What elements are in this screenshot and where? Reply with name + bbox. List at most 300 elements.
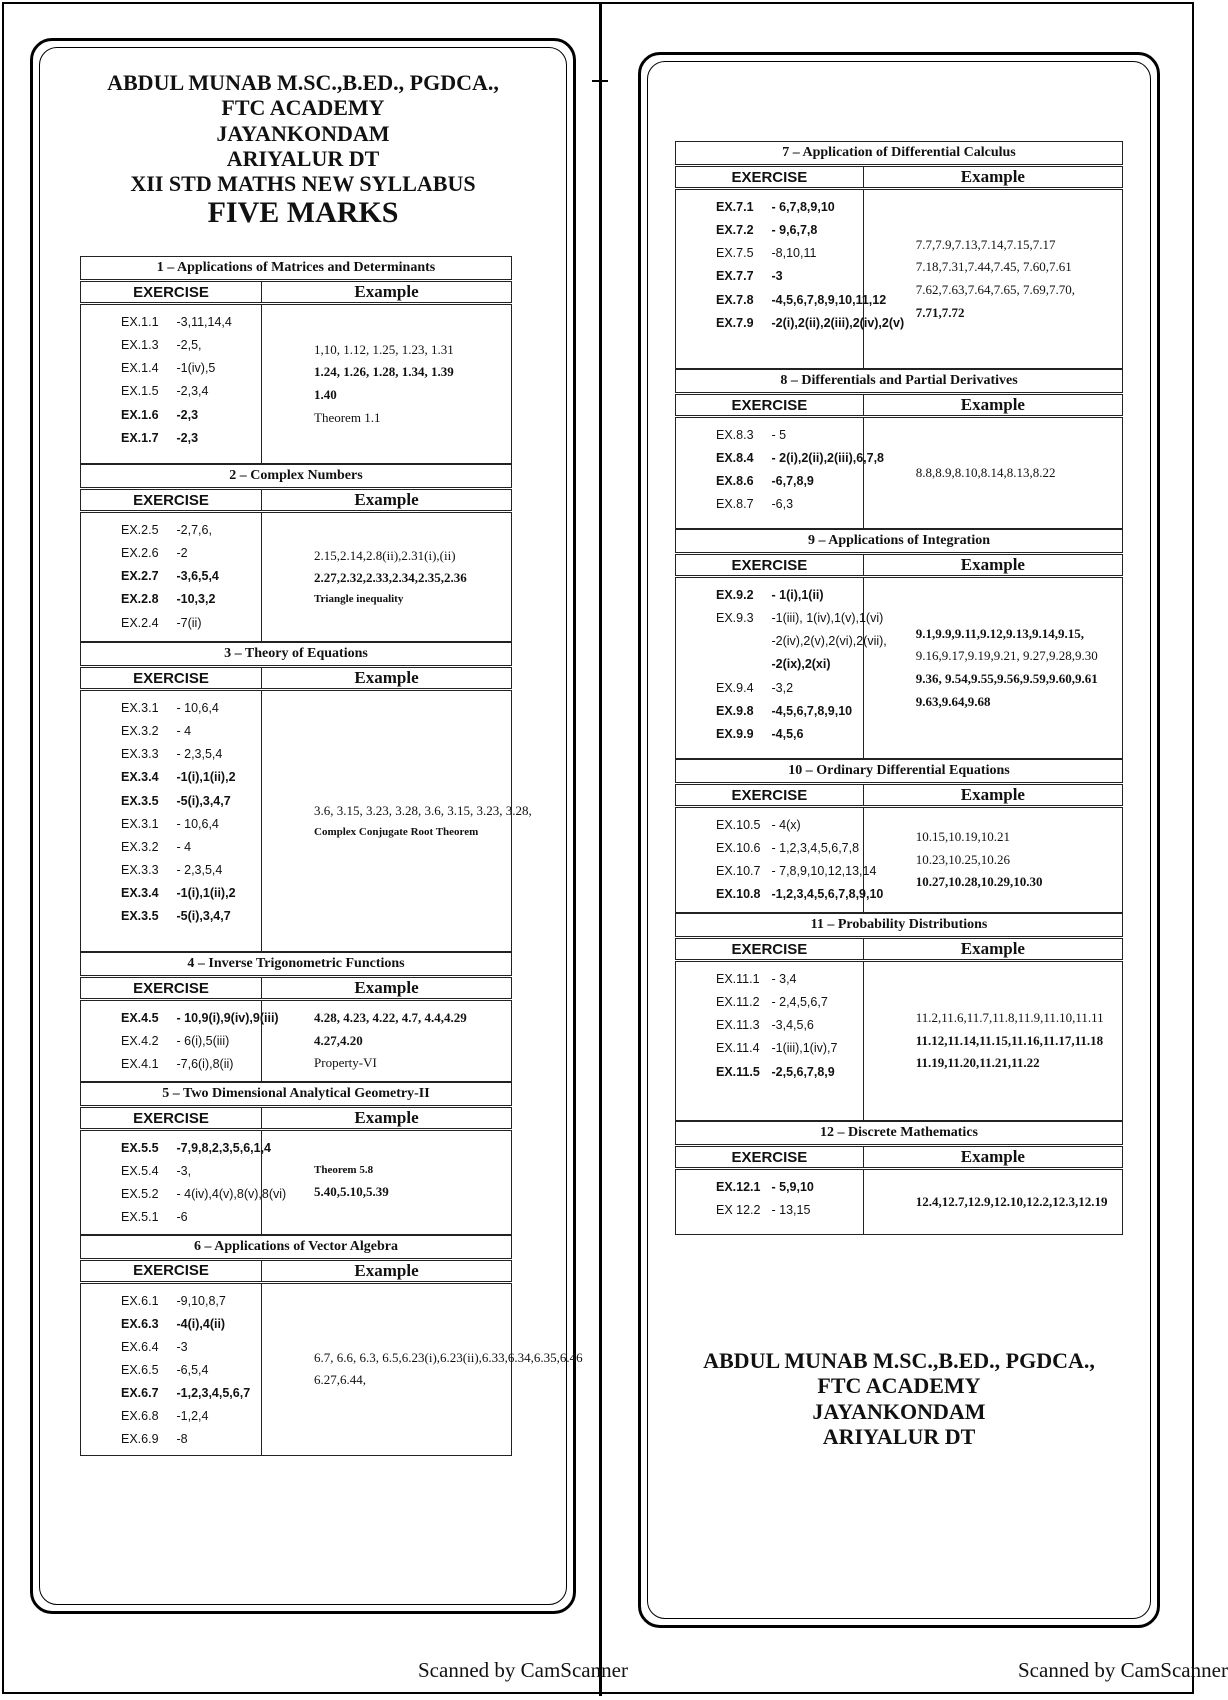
exercise-entry [716,607,884,630]
section-title: 12 – Discrete Mathematics [676,1122,1123,1146]
section-table [675,759,1123,913]
exercise-items: -6 [176,1210,188,1225]
exercise-entry [716,814,863,837]
exercise-items: -9,10,8,7 [176,1293,226,1308]
exercise-entry [121,427,261,450]
example-list [863,189,1122,369]
exercise-items: - 2(i),2(ii),2(iii),6,7,8 [771,451,885,466]
exercise-code: EX.10.5 [716,818,761,832]
section-body-row [81,690,512,952]
exercise-items: -6,5,4 [176,1362,209,1377]
exercise-entry [121,1030,261,1053]
example-column-header: Example [863,1146,1122,1169]
exercise-entry [121,1206,261,1229]
exercise-entry [716,424,863,447]
example-entry: 9.63,9.64,9.68 [915,693,991,709]
exercise-items: -7,6(i),8(ii) [176,1057,234,1072]
column-header-row [676,394,1123,417]
exercise-entry [716,493,863,516]
section-title-row [676,914,1123,938]
exercise-items: -2(ix),2(xi) [771,657,831,672]
exercise-entry [716,219,863,242]
exercise-entry [716,1037,863,1060]
column-header-row [676,554,1123,577]
column-header-row [676,784,1123,807]
exercise-code: EX.3.3 [121,862,159,877]
exercise-items: - 10,6,4 [176,701,219,715]
exercise-code: EX.7.9 [716,315,754,330]
exercise-entry [121,311,261,334]
exercise-code: EX.7.1 [716,200,754,214]
exercise-code: EX.4.5 [121,1011,159,1025]
exercise-list [81,1282,262,1456]
exercise-items: -3, [176,1164,192,1179]
exercise-items: -8 [176,1432,188,1447]
exercise-code: EX.4.2 [121,1034,159,1049]
exercise-code: EX.8.6 [716,474,754,489]
exercise-list [81,690,262,952]
exercise-entry [716,1014,863,1037]
section-table [675,913,1123,1121]
section-body-row [81,1282,512,1456]
exercise-entry [121,588,261,611]
column-header-row [81,667,512,690]
example-entry: 2.27,2.32,2.33,2.34,2.35,2.36 [314,570,467,586]
example-entry: 3.6, 3.15, 3.23, 3.28, 3.6, 3.15, 3.23, 3.28, [314,803,532,818]
example-entry: 7.71,7.72 [915,304,965,320]
exercise-entry [121,1405,261,1428]
example-entry: 11.19,11.20,11.21,11.22 [915,1055,1040,1071]
exercise-code: EX.11.3 [716,1018,760,1033]
example-entry: Theorem 5.8 [314,1164,374,1177]
section-body-row [676,807,1123,913]
exercise-items: -1,2,3,4,5,6,7,8,9,10 [771,887,884,902]
exercise-items: -1,2,3,4,5,6,7 [176,1386,251,1400]
exercise-items: - 1(i),1(ii) [771,588,824,602]
exercise-code: EX.6.8 [121,1409,159,1424]
section-body-row [676,189,1123,369]
exercise-items: -2(iv),2(v),2(vi),2(vii), [771,634,887,649]
footer-block [645,1348,1153,1449]
exercise-entry [121,1183,287,1206]
exercise-items: - 13,15 [771,1203,811,1218]
exercise-list [81,304,262,464]
exercise-code: EX.3.2 [121,724,159,739]
exercise-items: - 4 [176,724,192,739]
exercise-items: -4,5,6 [771,726,804,741]
exercise-items: -7,9,8,2,3,5,6,1,4 [176,1141,271,1155]
exercise-column-header: EXERCISE [676,1146,864,1169]
exercise-items: - 4(x) [771,818,801,832]
exercise-items: -8,10,11 [771,246,817,261]
exercise-column-header: EXERCISE [676,166,864,189]
exercise-items: - 6,7,8,9,10 [771,200,835,214]
exercise-items: - 2,3,5,4 [176,862,223,877]
exercise-code: EX.11.4 [716,1041,760,1056]
example-list [863,417,1122,529]
divider-tick-mark [592,80,608,82]
section-title: 8 – Differentials and Partial Derivatives [676,370,1123,394]
exercise-items: - 10,6,4 [176,816,219,831]
section-title: 2 – Complex Numbers [81,465,512,489]
exercise-entry [121,1428,261,1451]
example-entry: 11.2,11.6,11.7,11.8,11.9,11.10,11.11 [915,1009,1104,1025]
exercise-entry [121,743,261,766]
header-author: ABDUL MUNAB M.SC.,B.ED., PGDCA., [107,70,499,95]
example-list [863,807,1122,913]
exercise-entry [121,334,261,357]
section-title: 5 – Two Dimensional Analytical Geometry-II [81,1083,512,1107]
exercise-code: EX.8.4 [716,451,754,466]
exercise-list [81,1000,279,1082]
exercise-code: EX.3.1 [121,816,159,831]
left-column-sections [80,256,583,1456]
exercise-entry [121,1160,261,1183]
section-title: 7 – Application of Differential Calculus [676,142,1123,166]
exercise-code: EX.10.6 [716,841,761,856]
exercise-entry [121,859,261,882]
exercise-code: EX.4.1 [121,1057,159,1072]
exercise-code: EX.3.3 [121,747,159,762]
exercise-entry [716,1176,863,1199]
exercise-entry [121,1359,261,1382]
exercise-entry [716,677,863,700]
exercise-items: -3,11,14,4 [176,315,232,329]
section-title-row [81,465,512,489]
exercise-items: -3,6,5,4 [176,569,219,584]
exercise-entry [121,1313,261,1336]
example-entry: 1,10, 1.12, 1.25, 1.23, 1.31 [314,341,454,357]
exercise-column-header: EXERCISE [676,784,864,807]
section-body-row [676,1169,1123,1235]
exercise-entry [716,653,863,676]
exercise-code: EX.3.5 [121,909,159,924]
section-title-row [81,1235,512,1259]
exercise-items: -4,5,6,7,8,9,10 [771,703,853,718]
exercise-code: EX.5.2 [121,1187,159,1202]
section-title: 9 – Applications of Integration [676,530,1123,554]
column-header-row [81,489,512,512]
exercise-items: -1(iii), 1(iv),1(v),1(vi) [771,611,884,626]
exercise-items: -2,7,6, [176,523,212,537]
exercise-code: EX.5.5 [121,1141,159,1155]
example-entry: 5.40,5.10,5.39 [314,1183,389,1199]
exercise-column-header: EXERCISE [81,1259,262,1282]
example-column-header: Example [863,784,1122,807]
example-column-header: Example [863,938,1122,961]
section-body-row [81,1130,512,1235]
exercise-entry [121,905,261,928]
exercise-list [676,1169,864,1235]
exercise-entry [121,882,261,905]
exercise-code: EX.2.6 [121,546,159,561]
exercise-code: EX.12.1 [716,1180,761,1194]
exercise-entry [121,790,261,813]
exercise-list [676,807,884,913]
exercise-column-header: EXERCISE [81,977,262,1000]
exercise-list [676,577,887,759]
example-list [863,1169,1122,1235]
exercise-code: EX.3.5 [121,793,159,808]
exercise-items: -5(i),3,4,7 [176,909,231,924]
exercise-list [81,512,262,642]
section-table [80,464,512,642]
exercise-code: EX.6.1 [121,1293,159,1308]
column-header-row [676,1146,1123,1169]
exercise-items: - 3,4 [771,972,797,986]
example-list [262,690,532,952]
example-entry: 9.16,9.17,9.19,9.21, 9.27,9.28,9.30 [915,648,1098,664]
exercise-entry [716,242,863,265]
exercise-code: EX.7.5 [716,246,754,261]
exercise-entry [121,1007,279,1030]
exercise-code: EX.1.5 [121,384,159,399]
section-title: 11 – Probability Distributions [676,914,1123,938]
exercise-code: EX.7.7 [716,269,754,284]
page-divider [599,2,602,1696]
section-table [675,141,1123,369]
example-entry: 2.15,2.14,2.8(ii),2.31(i),(ii) [314,547,456,563]
exercise-items: - 10,9(i),9(iv),9(iii) [176,1011,279,1025]
exercise-items: -2,5,6,7,8,9 [771,1064,835,1079]
exercise-items: -1(iii),1(iv),7 [771,1041,838,1056]
exercise-code: EX.7.2 [716,223,754,238]
example-column-header: Example [262,1259,512,1282]
exercise-entry [716,1061,863,1084]
exercise-items: - 5,9,10 [771,1180,814,1194]
example-column-header: Example [863,166,1122,189]
exercise-items: -7(ii) [176,615,202,630]
example-entry: 11.12,11.14,11.15,11.16,11.17,11.18 [915,1032,1104,1048]
header-course: XII STD MATHS NEW SYLLABUS [130,171,476,197]
column-header-row [676,166,1123,189]
section-table [80,1082,512,1235]
exercise-code: EX.6.3 [121,1316,159,1331]
exercise-entry [716,447,885,470]
exercise-items: -6,7,8,9 [771,474,814,489]
exercise-items: -6,3 [771,497,794,512]
exercise-column-header: EXERCISE [81,489,262,512]
exercise-code: EX.3.1 [121,701,159,715]
header-district: ARIYALUR DT [226,145,380,171]
exercise-entry [716,312,905,335]
exercise-items: -2,5, [176,338,202,353]
exercise-items: -4,5,6,7,8,9,10,11,12 [771,292,887,307]
exercise-code: EX.6.4 [121,1339,159,1354]
section-title: 1 – Applications of Matrices and Determinants [81,257,512,281]
exercise-code: EX.8.3 [716,428,754,442]
exercise-items: -1,2,4 [176,1409,209,1424]
section-body-row [676,961,1123,1121]
footer-author: ABDUL MUNAB M.SC.,B.ED., PGDCA., [703,1348,1095,1373]
example-column-header: Example [863,554,1122,577]
section-table [80,256,512,464]
exercise-code: EX.2.4 [121,615,159,630]
exercise-code: EX.8.7 [716,497,754,512]
column-header-row [81,1259,512,1282]
section-table [80,952,512,1082]
exercise-entry [716,991,863,1014]
right-column-sections [675,141,1123,1235]
section-title-row [676,1122,1123,1146]
header-block [40,70,566,231]
exercise-items: -2,3 [176,407,199,422]
exercise-code: EX.3.4 [121,886,159,900]
exercise-list [676,961,864,1121]
section-body-row [81,304,512,464]
example-list [863,961,1122,1121]
exercise-code: EX.9.2 [716,588,754,602]
column-header-row [81,977,512,1000]
exercise-code: EX.6.7 [121,1386,159,1400]
exercise-items: -1(iv),5 [176,361,216,376]
exercise-items: - 4(iv),4(v),8(v),8(vi) [176,1187,287,1202]
section-body-row [81,1000,512,1082]
example-list [262,1130,512,1235]
section-title-row [81,643,512,667]
exercise-code: EX.11.1 [716,972,760,986]
section-title-row [81,1083,512,1107]
example-entry: Property-VI [314,1055,377,1071]
example-entry: 4.27,4.20 [314,1032,363,1048]
section-title: 4 – Inverse Trigonometric Functions [81,953,512,977]
exercise-items: -4(i),4(ii) [176,1316,226,1331]
exercise-entry [716,265,863,288]
exercise-entry [121,404,261,427]
scanned-label-left: Scanned by CamScanner [418,1658,628,1682]
example-entry: 7.18,7.31,7.44,7.45, 7.60,7.61 [915,259,1072,275]
example-entry: 10.27,10.28,10.29,10.30 [915,874,1043,890]
section-table [80,642,532,952]
exercise-items: - 5 [771,428,787,442]
example-entry: 12.4,12.7,12.9,12.10,12.2,12.3,12.19 [915,1193,1108,1209]
example-entry: 1.24, 1.26, 1.28, 1.34, 1.39 [314,364,454,380]
example-entry: 10.23,10.25,10.26 [915,851,1010,867]
exercise-list [81,1130,287,1235]
exercise-items: -2,3,4 [176,384,209,399]
section-title-row [81,953,512,977]
exercise-column-header: EXERCISE [676,938,864,961]
footer-district: ARIYALUR DT [822,1423,976,1449]
exercise-items: - 4 [176,839,192,854]
section-body-row [676,417,1123,529]
example-column-header: Example [262,667,512,690]
example-entry: 4.28, 4.23, 4.22, 4.7, 4.4,4.29 [314,1009,467,1025]
exercise-entry [121,542,261,565]
example-column-header: Example [863,394,1122,417]
exercise-code: EX.1.6 [121,407,159,422]
exercise-items: - 6(i),5(iii) [176,1034,230,1049]
exercise-items: -3 [176,1339,188,1354]
exercise-entry [121,813,261,836]
section-table [675,529,1123,759]
exercise-code: EX.1.1 [121,315,159,329]
exercise-column-header: EXERCISE [81,1107,262,1130]
section-body-row [81,512,512,642]
exercise-code: EX.7.8 [716,292,754,307]
exercise-entry [716,630,887,653]
exercise-entry [121,1336,261,1359]
exercise-entry [121,766,261,789]
column-header-row [81,281,512,304]
exercise-entry [716,1199,863,1222]
exercise-entry [121,612,261,635]
exercise-code: EX 12.2 [716,1203,761,1218]
section-title: 3 – Theory of Equations [81,643,512,667]
section-title-row [676,530,1123,554]
section-table [675,369,1123,529]
exercise-code: EX.1.3 [121,338,159,353]
section-title-row [81,257,512,281]
exercise-entry [121,565,261,588]
exercise-entry [121,1053,261,1076]
exercise-code: EX.1.4 [121,361,159,376]
example-entry: 10.15,10.19,10.21 [915,828,1010,844]
exercise-items: -3,4,5,6 [771,1018,814,1033]
exercise-entry [121,357,261,380]
exercise-entry [716,470,863,493]
example-list [863,577,1122,759]
exercise-code: EX.2.7 [121,569,159,584]
exercise-items: - 9,6,7,8 [771,223,818,238]
exercise-items: -3,2 [771,680,794,695]
example-entry: 7.62,7.63,7.64,7.65, 7.69,7.70, [915,282,1075,297]
column-header-row [81,1107,512,1130]
exercise-column-header: EXERCISE [81,281,262,304]
exercise-code: EX.5.4 [121,1164,159,1179]
exercise-code: EX.2.8 [121,592,159,607]
exercise-column-header: EXERCISE [676,554,864,577]
exercise-entry [121,519,261,542]
exercise-code: EX.9.9 [716,726,754,741]
example-column-header: Example [262,977,512,1000]
example-entry: Complex Conjugate Root Theorem [314,825,479,838]
exercise-code: EX.6.5 [121,1362,159,1377]
example-column-header: Example [262,1107,512,1130]
exercise-items: - 7,8,9,10,12,13,14 [771,864,877,879]
exercise-entry [716,968,863,991]
exercise-items: -2(i),2(ii),2(iii),2(iv),2(v) [771,315,905,330]
section-table [80,1235,583,1457]
example-entry: 1.40 [314,387,337,402]
column-header-row [676,938,1123,961]
exercise-entry [121,380,261,403]
exercise-code: EX.11.2 [716,995,760,1010]
exercise-column-header: EXERCISE [81,667,262,690]
exercise-entry [716,723,863,746]
exercise-entry [716,584,863,607]
exercise-items: - 1,2,3,4,5,6,7,8 [771,841,860,856]
example-list [262,512,512,642]
example-column-header: Example [262,281,512,304]
example-entry: 9.36, 9.54,9.55,9.56,9.59,9.60,9.61 [915,671,1098,686]
exercise-entry [121,697,261,720]
example-list [262,304,512,464]
exercise-entry [121,1382,261,1405]
exercise-code: EX.9.4 [716,680,754,695]
exercise-code: EX.6.9 [121,1432,159,1447]
section-title-row [676,142,1123,166]
exercise-items: - 2,4,5,6,7 [771,995,828,1010]
exercise-entry [716,289,887,312]
exercise-code: EX.2.5 [121,523,159,537]
exercise-entry [121,720,261,743]
exercise-code: EX.5.1 [121,1210,159,1225]
exercise-entry [716,883,884,906]
page-title: FIVE MARKS [207,196,399,230]
exercise-code: EX.1.7 [121,430,159,445]
example-list [262,1000,512,1082]
